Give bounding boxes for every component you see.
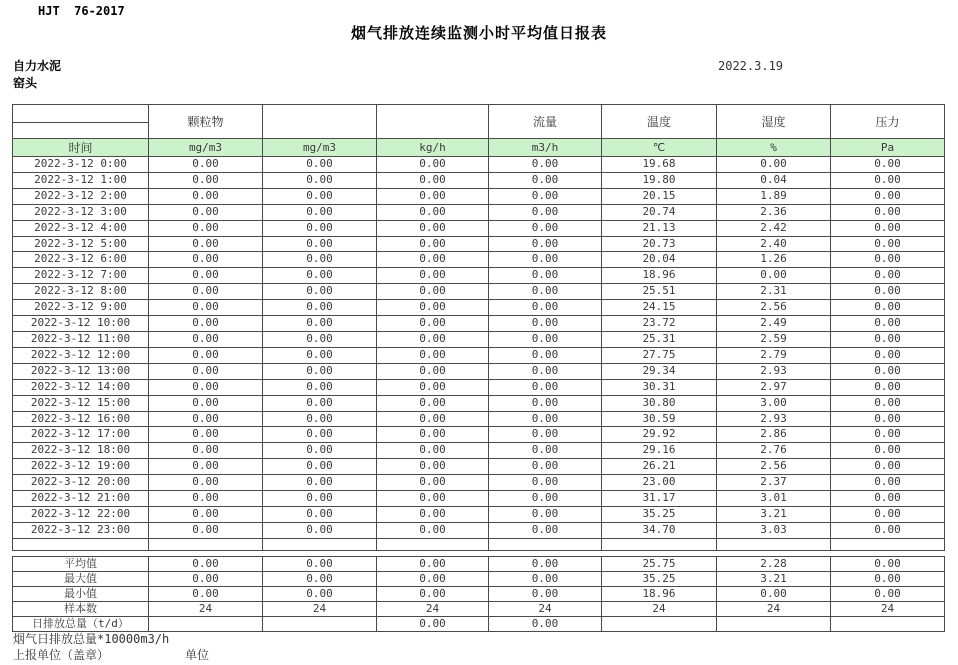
time-cell: 2022-3-12 0:00	[13, 157, 149, 173]
value-cell: 19.68	[602, 157, 717, 173]
value-cell: 0.00	[831, 379, 945, 395]
value-cell: 0.00	[149, 316, 263, 332]
table-row	[13, 252, 945, 268]
time-cell: 2022-3-12 8:00	[13, 284, 149, 300]
table-row	[13, 204, 945, 220]
value-cell: 0.00	[263, 443, 377, 459]
value-cell: 0.00	[377, 443, 489, 459]
value-cell: 0.00	[377, 300, 489, 316]
value-cell: 0.00	[831, 506, 945, 522]
table-row	[13, 284, 945, 300]
unit-cell: mg/m3	[149, 139, 263, 157]
value-cell: 0.00	[831, 427, 945, 443]
value-cell: 0.00	[489, 236, 602, 252]
col-header-blank-2	[377, 105, 489, 139]
value-cell: 0.00	[149, 411, 263, 427]
value-cell: 2.86	[717, 427, 831, 443]
unit-header-row	[13, 139, 945, 157]
value-cell: 0.00	[149, 427, 263, 443]
summary-label-cell: 最大值	[13, 572, 149, 587]
value-cell: 29.34	[602, 363, 717, 379]
value-cell: 0.00	[831, 157, 945, 173]
value-cell: 0.00	[717, 587, 831, 602]
table-row	[13, 157, 945, 173]
value-cell: 0.00	[149, 557, 263, 572]
value-cell: 0.00	[263, 506, 377, 522]
value-cell: 0.00	[489, 172, 602, 188]
value-cell: 0.00	[377, 172, 489, 188]
unit-cell: m3/h	[489, 139, 602, 157]
time-cell: 2022-3-12 17:00	[13, 427, 149, 443]
table-row	[13, 188, 945, 204]
value-cell: 27.75	[602, 347, 717, 363]
doc-code: HJT 76-2017	[38, 4, 125, 18]
value-cell: 0.00	[831, 172, 945, 188]
value-cell: 0.00	[263, 220, 377, 236]
value-cell: 0.00	[263, 157, 377, 173]
value-cell: 0.00	[489, 284, 602, 300]
value-cell: 20.15	[602, 188, 717, 204]
value-cell: 25.31	[602, 331, 717, 347]
time-cell: 2022-3-12 3:00	[13, 204, 149, 220]
value-cell: 0.00	[263, 252, 377, 268]
value-cell: 0.00	[489, 491, 602, 507]
table-row	[13, 506, 945, 522]
value-cell: 2.42	[717, 220, 831, 236]
value-cell: 0.00	[377, 363, 489, 379]
value-cell: 0.00	[263, 411, 377, 427]
value-cell: 0.00	[831, 331, 945, 347]
value-cell: 0.00	[489, 331, 602, 347]
value-cell: 0.00	[263, 557, 377, 572]
value-cell: 0.00	[489, 475, 602, 491]
value-cell: 20.74	[602, 204, 717, 220]
value-cell: 0.00	[263, 188, 377, 204]
col-header-particulate: 颗粒物	[149, 105, 263, 139]
value-cell: 0.00	[149, 220, 263, 236]
group-header-row	[13, 105, 945, 123]
value-cell: 24	[602, 602, 717, 617]
value-cell: 0.00	[377, 157, 489, 173]
value-cell: 0.00	[489, 347, 602, 363]
value-cell: 0.00	[831, 220, 945, 236]
value-cell: 0.00	[263, 395, 377, 411]
table-row	[13, 172, 945, 188]
value-cell: 0.00	[149, 395, 263, 411]
value-cell: 0.00	[489, 268, 602, 284]
value-cell: 0.00	[489, 411, 602, 427]
summary-label-cell: 平均值	[13, 557, 149, 572]
value-cell: 0.00	[831, 268, 945, 284]
value-cell: 0.00	[489, 157, 602, 173]
value-cell: 0.00	[263, 284, 377, 300]
value-cell: 0.00	[489, 522, 602, 538]
value-cell: 2.49	[717, 316, 831, 332]
value-cell: 0.00	[377, 557, 489, 572]
col-header-flow: 流量	[489, 105, 602, 139]
value-cell: 0.00	[263, 363, 377, 379]
unit-cell: mg/m3	[263, 139, 377, 157]
value-cell: 0.00	[263, 236, 377, 252]
value-cell: 0.00	[149, 587, 263, 602]
value-cell: 0.00	[149, 252, 263, 268]
table-row	[13, 459, 945, 475]
value-cell: 24	[263, 602, 377, 617]
value-cell: 29.92	[602, 427, 717, 443]
value-cell: 0.00	[489, 188, 602, 204]
value-cell: 30.80	[602, 395, 717, 411]
value-cell: 0.00	[149, 491, 263, 507]
value-cell: 0.00	[377, 395, 489, 411]
value-cell: 0.00	[489, 443, 602, 459]
col-header-pressure: 压力	[831, 105, 945, 139]
value-cell: 1.89	[717, 188, 831, 204]
time-cell: 2022-3-12 23:00	[13, 522, 149, 538]
table-row	[13, 316, 945, 332]
value-cell: 0.00	[489, 587, 602, 602]
value-cell: 31.17	[602, 491, 717, 507]
table-row	[13, 379, 945, 395]
value-cell: 0.00	[377, 220, 489, 236]
report-unit-label: 上报单位（盖章）	[13, 648, 110, 662]
value-cell: 0.00	[263, 316, 377, 332]
table-row	[13, 363, 945, 379]
table-row	[13, 475, 945, 491]
value-cell: 3.03	[717, 522, 831, 538]
col-header-temperature: 温度	[602, 105, 717, 139]
value-cell: 0.00	[489, 459, 602, 475]
spacer-row	[13, 538, 945, 550]
value-cell: 0.00	[377, 284, 489, 300]
value-cell	[263, 617, 377, 632]
value-cell: 0.00	[831, 557, 945, 572]
daily-total-note: 烟气日排放总量*10000m3/h	[13, 632, 170, 646]
time-header-blank-top	[13, 105, 149, 123]
value-cell: 21.13	[602, 220, 717, 236]
time-cell: 2022-3-12 13:00	[13, 363, 149, 379]
value-cell: 0.00	[489, 427, 602, 443]
value-cell: 0.00	[831, 300, 945, 316]
value-cell: 0.00	[149, 188, 263, 204]
value-cell: 34.70	[602, 522, 717, 538]
table-row	[13, 572, 945, 587]
value-cell: 0.00	[831, 587, 945, 602]
value-cell: 18.96	[602, 268, 717, 284]
time-cell: 2022-3-12 20:00	[13, 475, 149, 491]
value-cell: 0.00	[149, 268, 263, 284]
table-row	[13, 522, 945, 538]
value-cell: 0.00	[377, 587, 489, 602]
page-title: 烟气排放连续监测小时平均值日报表	[350, 24, 607, 42]
value-cell: 0.00	[263, 587, 377, 602]
value-cell: 0.00	[149, 300, 263, 316]
table-row	[13, 443, 945, 459]
value-cell: 0.00	[377, 475, 489, 491]
value-cell: 0.00	[377, 506, 489, 522]
value-cell: 0.00	[489, 316, 602, 332]
time-cell: 2022-3-12 16:00	[13, 411, 149, 427]
value-cell: 0.00	[263, 491, 377, 507]
value-cell: 20.73	[602, 236, 717, 252]
value-cell: 0.00	[377, 522, 489, 538]
value-cell: 0.00	[717, 268, 831, 284]
value-cell: 0.00	[377, 379, 489, 395]
value-cell: 0.00	[149, 572, 263, 587]
value-cell: 20.04	[602, 252, 717, 268]
value-cell: 0.00	[831, 459, 945, 475]
value-cell: 30.31	[602, 379, 717, 395]
table-row	[13, 602, 945, 617]
value-cell: 0.00	[149, 347, 263, 363]
table-row	[13, 557, 945, 572]
value-cell: 0.00	[831, 411, 945, 427]
value-cell: 0.00	[149, 459, 263, 475]
value-cell: 0.00	[489, 220, 602, 236]
table-row	[13, 411, 945, 427]
value-cell: 2.93	[717, 363, 831, 379]
table-row	[13, 236, 945, 252]
summary-table	[12, 556, 945, 632]
value-cell: 0.00	[489, 252, 602, 268]
value-cell: 0.00	[149, 284, 263, 300]
summary-rows	[13, 557, 945, 632]
value-cell: 24	[149, 602, 263, 617]
value-cell: 0.00	[489, 557, 602, 572]
value-cell: 23.00	[602, 475, 717, 491]
time-cell: 2022-3-12 6:00	[13, 252, 149, 268]
value-cell: 0.00	[831, 522, 945, 538]
value-cell: 0.00	[263, 572, 377, 587]
value-cell: 3.21	[717, 506, 831, 522]
value-cell: 0.00	[263, 347, 377, 363]
value-cell: 29.16	[602, 443, 717, 459]
summary-label-cell: 样本数	[13, 602, 149, 617]
value-cell: 2.93	[717, 411, 831, 427]
value-cell: 0.00	[377, 427, 489, 443]
value-cell: 0.00	[263, 300, 377, 316]
value-cell: 0.00	[489, 204, 602, 220]
time-cell: 2022-3-12 2:00	[13, 188, 149, 204]
value-cell: 0.00	[263, 331, 377, 347]
value-cell	[831, 617, 945, 632]
value-cell: 0.00	[263, 522, 377, 538]
value-cell: 2.37	[717, 475, 831, 491]
value-cell: 3.01	[717, 491, 831, 507]
table-row	[13, 268, 945, 284]
value-cell: 0.00	[263, 459, 377, 475]
value-cell: 0.00	[831, 572, 945, 587]
value-cell: 24	[377, 602, 489, 617]
value-cell: 0.00	[149, 475, 263, 491]
time-cell: 2022-3-12 18:00	[13, 443, 149, 459]
value-cell: 0.00	[831, 491, 945, 507]
value-cell: 0.00	[149, 331, 263, 347]
col-header-blank-1	[263, 105, 377, 139]
unit-cell: %	[717, 139, 831, 157]
unit-cell: kg/h	[377, 139, 489, 157]
value-cell: 0.00	[149, 204, 263, 220]
table-row	[13, 220, 945, 236]
table-row	[13, 331, 945, 347]
data-rows	[13, 157, 945, 539]
value-cell: 0.00	[149, 506, 263, 522]
time-cell: 2022-3-12 21:00	[13, 491, 149, 507]
value-cell: 19.80	[602, 172, 717, 188]
value-cell: 0.00	[263, 172, 377, 188]
value-cell: 0.00	[717, 157, 831, 173]
value-cell: 0.00	[149, 172, 263, 188]
company-name: 自力水泥	[13, 59, 62, 73]
unit-cell: ℃	[602, 139, 717, 157]
value-cell: 0.00	[831, 363, 945, 379]
value-cell: 0.00	[831, 284, 945, 300]
value-cell: 0.00	[489, 572, 602, 587]
value-cell: 25.51	[602, 284, 717, 300]
value-cell: 35.25	[602, 572, 717, 587]
value-cell: 0.00	[831, 252, 945, 268]
value-cell: 0.00	[263, 427, 377, 443]
value-cell: 2.76	[717, 443, 831, 459]
time-cell: 2022-3-12 10:00	[13, 316, 149, 332]
value-cell: 1.26	[717, 252, 831, 268]
value-cell: 0.00	[831, 188, 945, 204]
value-cell: 0.00	[149, 443, 263, 459]
time-cell: 2022-3-12 9:00	[13, 300, 149, 316]
time-cell: 2022-3-12 14:00	[13, 379, 149, 395]
value-cell: 0.00	[149, 157, 263, 173]
value-cell: 3.00	[717, 395, 831, 411]
value-cell	[602, 617, 717, 632]
value-cell: 0.00	[831, 395, 945, 411]
title-container	[0, 22, 958, 43]
value-cell: 0.00	[263, 204, 377, 220]
time-cell: 2022-3-12 1:00	[13, 172, 149, 188]
summary-label-cell: 最小值	[13, 587, 149, 602]
value-cell: 0.00	[149, 363, 263, 379]
value-cell: 0.00	[263, 268, 377, 284]
value-cell: 0.00	[831, 475, 945, 491]
value-cell: 0.00	[831, 316, 945, 332]
value-cell: 0.00	[489, 379, 602, 395]
time-cell: 2022-3-12 4:00	[13, 220, 149, 236]
value-cell: 0.04	[717, 172, 831, 188]
table-row	[13, 300, 945, 316]
value-cell: 0.00	[263, 379, 377, 395]
value-cell: 2.40	[717, 236, 831, 252]
value-cell: 0.00	[377, 331, 489, 347]
monitoring-point: 窑头	[13, 76, 38, 90]
time-cell: 2022-3-12 11:00	[13, 331, 149, 347]
table-row	[13, 587, 945, 602]
value-cell: 2.79	[717, 347, 831, 363]
value-cell: 0.00	[377, 491, 489, 507]
value-cell: 0.00	[831, 204, 945, 220]
value-cell: 0.00	[263, 475, 377, 491]
value-cell: 0.00	[149, 236, 263, 252]
unit-label: 单位	[185, 648, 210, 662]
value-cell: 0.00	[377, 459, 489, 475]
value-cell: 0.00	[377, 236, 489, 252]
value-cell: 0.00	[377, 316, 489, 332]
value-cell: 24	[717, 602, 831, 617]
value-cell: 0.00	[377, 347, 489, 363]
value-cell: 0.00	[149, 379, 263, 395]
time-header-blank-bottom	[13, 123, 149, 139]
value-cell: 23.72	[602, 316, 717, 332]
value-cell: 0.00	[377, 411, 489, 427]
value-cell: 2.56	[717, 300, 831, 316]
unit-cell: Pa	[831, 139, 945, 157]
col-header-humidity: 湿度	[717, 105, 831, 139]
value-cell: 3.21	[717, 572, 831, 587]
time-cell: 2022-3-12 15:00	[13, 395, 149, 411]
value-cell: 0.00	[831, 236, 945, 252]
value-cell: 0.00	[377, 188, 489, 204]
value-cell: 0.00	[149, 522, 263, 538]
value-cell: 0.00	[377, 268, 489, 284]
table-row	[13, 347, 945, 363]
value-cell: 0.00	[489, 617, 602, 632]
value-cell: 25.75	[602, 557, 717, 572]
value-cell: 2.31	[717, 284, 831, 300]
value-cell: 24	[489, 602, 602, 617]
value-cell: 18.96	[602, 587, 717, 602]
value-cell	[717, 617, 831, 632]
time-cell: 2022-3-12 12:00	[13, 347, 149, 363]
value-cell: 30.59	[602, 411, 717, 427]
value-cell: 2.36	[717, 204, 831, 220]
time-cell: 2022-3-12 7:00	[13, 268, 149, 284]
value-cell: 2.56	[717, 459, 831, 475]
report-table	[12, 104, 945, 551]
value-cell: 24.15	[602, 300, 717, 316]
value-cell: 0.00	[489, 363, 602, 379]
time-header: 时间	[13, 139, 149, 157]
time-cell: 2022-3-12 22:00	[13, 506, 149, 522]
value-cell: 2.97	[717, 379, 831, 395]
table-row	[13, 491, 945, 507]
value-cell: 26.21	[602, 459, 717, 475]
value-cell: 0.00	[377, 204, 489, 220]
table-row	[13, 395, 945, 411]
value-cell: 0.00	[489, 395, 602, 411]
value-cell: 0.00	[831, 347, 945, 363]
value-cell: 0.00	[831, 443, 945, 459]
value-cell: 0.00	[489, 506, 602, 522]
value-cell: 2.59	[717, 331, 831, 347]
table-row	[13, 427, 945, 443]
value-cell: 0.00	[377, 617, 489, 632]
value-cell: 24	[831, 602, 945, 617]
value-cell: 0.00	[489, 300, 602, 316]
time-cell: 2022-3-12 19:00	[13, 459, 149, 475]
summary-label-cell: 日排放总量（t/d）	[13, 617, 149, 632]
value-cell: 0.00	[377, 252, 489, 268]
value-cell: 2.28	[717, 557, 831, 572]
value-cell: 35.25	[602, 506, 717, 522]
report-date: 2022.3.19	[718, 59, 784, 73]
value-cell: 0.00	[377, 572, 489, 587]
time-cell: 2022-3-12 5:00	[13, 236, 149, 252]
